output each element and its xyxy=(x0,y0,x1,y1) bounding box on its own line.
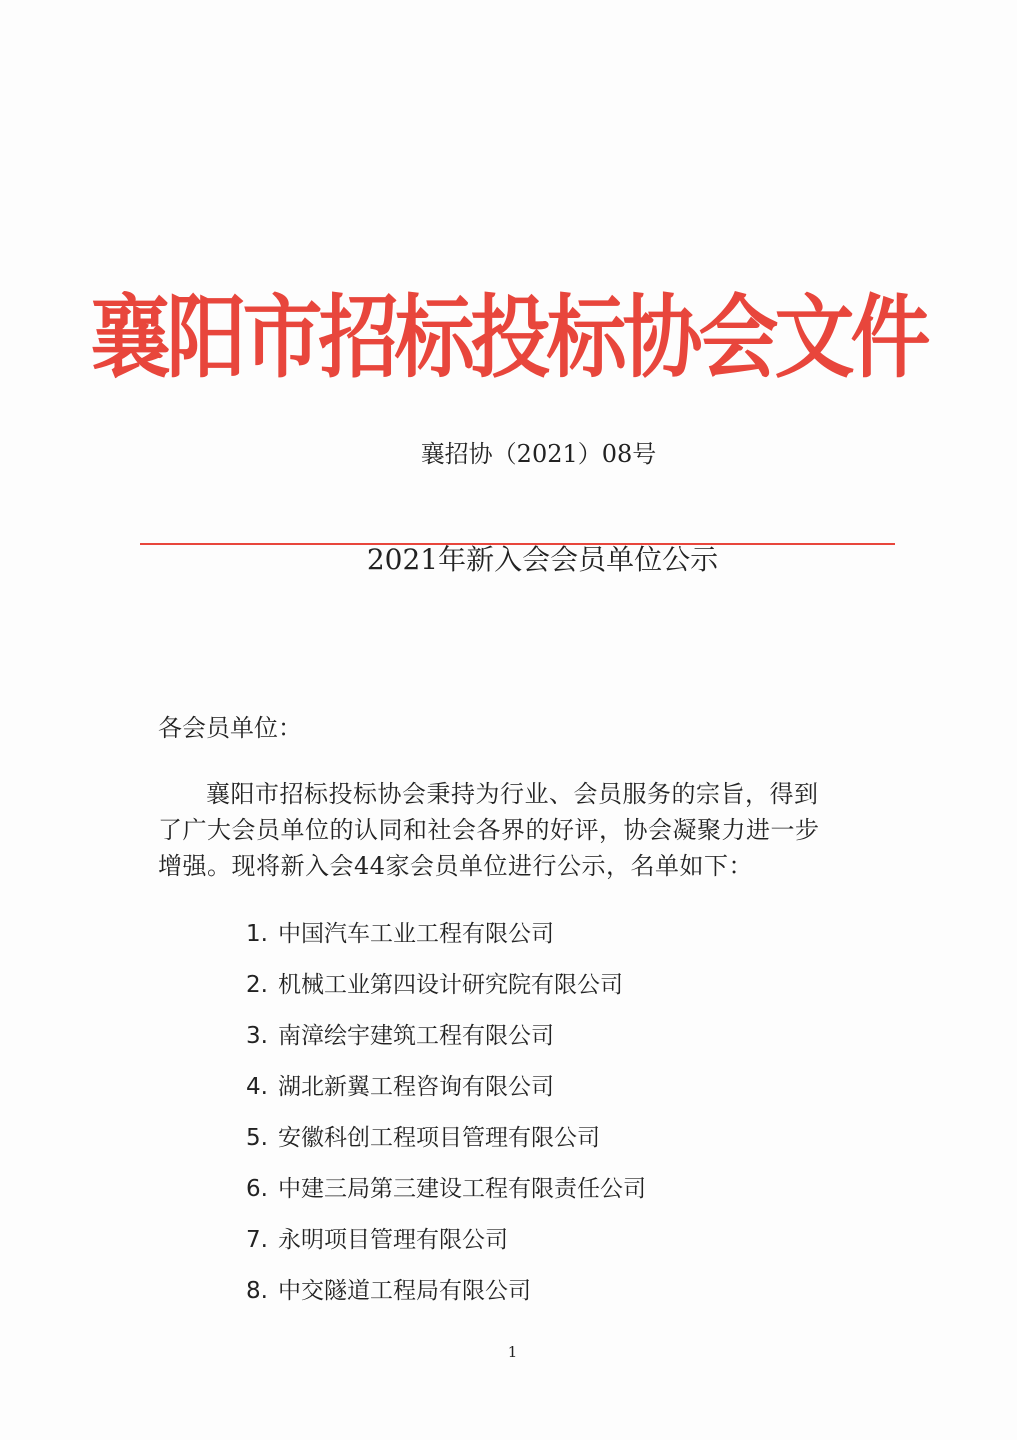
list-item-name: 永明项目管理有限公司 xyxy=(278,1227,508,1253)
page-number: 1 xyxy=(507,1343,518,1361)
body-line: 增强。现将新入会44家会员单位进行公示，名单如下： xyxy=(158,852,754,880)
list-item-number: 1. xyxy=(246,921,268,947)
member-list xyxy=(246,912,646,1320)
document-number: 襄招协（2021）08号 xyxy=(420,440,657,468)
list-item xyxy=(246,1116,646,1167)
list-item-number: 2. xyxy=(246,972,268,998)
body-paragraph xyxy=(158,776,858,884)
list-item-name: 中建三局第三建设工程有限责任公司 xyxy=(278,1176,646,1202)
list-item xyxy=(246,1218,646,1269)
salutation: 各会员单位： xyxy=(158,714,302,742)
list-item xyxy=(246,963,646,1014)
document-header-title: 襄阳市招标投标协会文件 xyxy=(90,284,927,390)
list-item-name: 中国汽车工业工程有限公司 xyxy=(278,921,554,947)
list-item-name: 机械工业第四设计研究院有限公司 xyxy=(278,972,623,998)
list-item-number: 3. xyxy=(246,1023,268,1049)
list-item xyxy=(246,912,646,963)
list-item-name: 南漳绘宇建筑工程有限公司 xyxy=(278,1023,554,1049)
list-item-name: 中交隧道工程局有限公司 xyxy=(278,1278,531,1304)
list-item-number: 6. xyxy=(246,1176,268,1202)
list-item-number: 8. xyxy=(246,1278,268,1304)
list-item xyxy=(246,1014,646,1065)
list-item xyxy=(246,1269,646,1320)
body-line: 襄阳市招标投标协会秉持为行业、会员服务的宗旨，得到 xyxy=(206,780,819,808)
notice-title: 2021年新入会会员单位公示 xyxy=(366,543,719,576)
list-item xyxy=(246,1167,646,1218)
body-line: 了广大会员单位的认同和社会各界的好评，协会凝聚力进一步 xyxy=(158,816,820,844)
list-item-name: 安徽科创工程项目管理有限公司 xyxy=(278,1125,600,1151)
list-item-number: 7. xyxy=(246,1227,268,1253)
list-item-number: 4. xyxy=(246,1074,268,1100)
list-item-name: 湖北新翼工程咨询有限公司 xyxy=(278,1074,554,1100)
list-item-number: 5. xyxy=(246,1125,268,1151)
list-item xyxy=(246,1065,646,1116)
